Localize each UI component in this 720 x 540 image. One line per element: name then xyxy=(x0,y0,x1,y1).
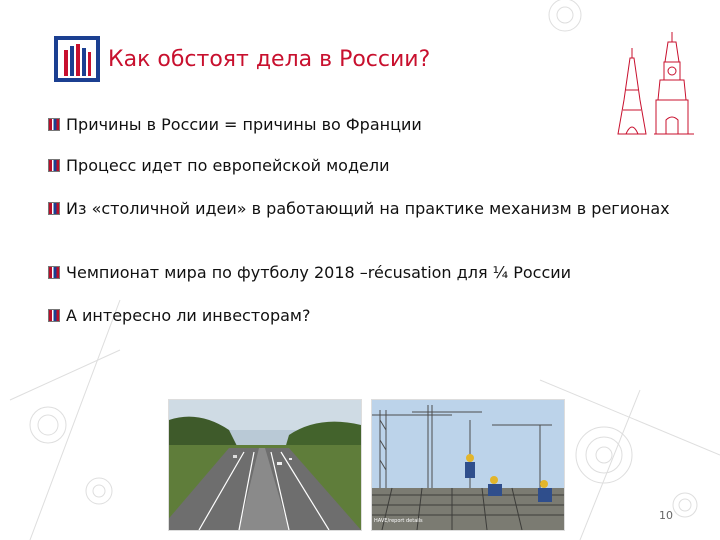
construction-photo xyxy=(371,399,565,531)
bullet-item xyxy=(48,198,696,220)
photo-caption: HAVE/report details xyxy=(374,518,423,524)
bullet-text: Причины в России = причины во Франции xyxy=(66,115,422,134)
flag-bullet-icon xyxy=(48,159,60,172)
bullet-item xyxy=(48,262,696,284)
bullet-text: Чемпионат мира по футболу 2018 –récusation для ¼ России xyxy=(66,263,572,282)
page-number: 10 xyxy=(659,509,673,522)
flag-bullet-icon xyxy=(48,309,60,322)
flag-bullet-icon xyxy=(48,202,60,215)
flag-bullet-icon xyxy=(48,118,60,131)
bullet-item xyxy=(48,305,696,327)
bullet-text: Из «столичной идеи» в работающий на практике механизм в регионах xyxy=(66,199,670,218)
bullet-item xyxy=(48,155,696,177)
bullet-text: А интересно ли инвесторам? xyxy=(66,306,311,325)
bullet-text: Процесс идет по европейской модели xyxy=(66,156,390,175)
slide-title: Как обстоят дела в России? xyxy=(108,47,431,72)
bullet-item xyxy=(48,114,696,136)
flag-bullet-icon xyxy=(48,266,60,279)
highway-photo xyxy=(168,399,362,531)
flag-logo-icon xyxy=(54,36,100,82)
